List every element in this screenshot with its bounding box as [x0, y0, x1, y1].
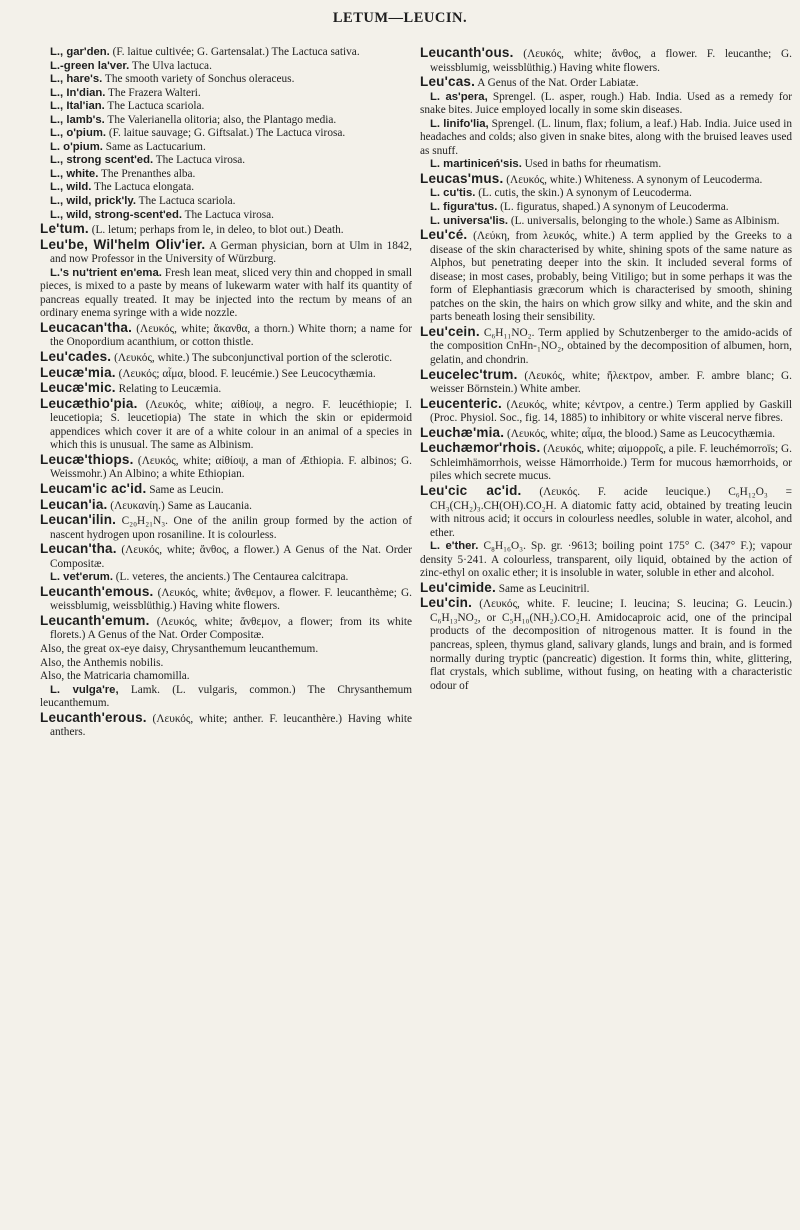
entry-definition: Relating to Leucæmia. — [115, 383, 222, 396]
dictionary-entry — [420, 397, 792, 426]
entry-definition: Lamk. (L. vulgaris, common.) The Chrysanthemum leucanthemum. — [40, 683, 412, 710]
dictionary-entry — [420, 581, 792, 597]
entry-definition: (Λευκός, white; ἄνθος, a flower.) A Genus of the Nat. Order Compositæ. — [50, 544, 412, 570]
entry-headword: L., strong scent'ed. — [50, 154, 154, 167]
entry-headword: Leucanth'erous. — [40, 709, 147, 725]
entry-definition: (F. laitue cultivée; G. Gartensalat.) The Lactuca sativa. — [109, 46, 360, 58]
entry-headword: L., lamb's. — [50, 113, 105, 126]
entry-definition: (Λευκός, white; αἷμα, the blood.) Same as Leucocythæmia. — [504, 427, 776, 440]
dictionary-entry — [40, 181, 412, 195]
entry-headword: Leucæthio'pia. — [40, 395, 138, 411]
dictionary-entry — [40, 60, 412, 74]
entry-definition: (Λευκός; αἷμα, blood. F. leucémie.) See Leucocythæmia. — [115, 367, 376, 380]
dictionary-entry — [420, 91, 792, 118]
entry-definition: (Λευκός, white; κέντρον, a centre.) Term applied by Gaskill (Proc. Physiol. Soc., fig. 14, 1885) to inhibitory or white visceral nerve fibres. — [430, 398, 792, 425]
entry-headword: L., Ital'ian. — [50, 100, 105, 113]
entry-definition: (Λευκός, white; ἄκανθα, a thorn.) White thorn; a name for the Onopordium acanthium, or cotton thistle. — [50, 322, 412, 349]
dictionary-entry — [40, 366, 412, 382]
dictionary-entry — [40, 321, 412, 350]
entry-definition: Sprengel. (L. asper, rough.) Hab. India. Used as a remedy for snake bites. Juice employed locally in some skin diseases. — [420, 90, 792, 117]
dictionary-entry — [420, 172, 792, 188]
right-column — [420, 46, 792, 693]
dictionary-entry — [420, 441, 792, 484]
dictionary-entry — [40, 238, 412, 267]
entry-definition: (L. figuratus, shaped.) A synonym of Leucoderma. — [497, 201, 729, 214]
dictionary-entry — [40, 684, 412, 711]
entry-definition: (L. cutis, the skin.) A synonym of Leucoderma. — [475, 187, 692, 200]
entry-definition: Sprengel. (L. linum, flax; folium, a leaf.) Hab. India. Juice used in headaches and colds; also given in snake bites, along with the bruised leaves used as snuff. — [420, 117, 793, 157]
entry-headword: Leucan'tha. — [40, 541, 117, 557]
entry-headword: Leucam'ic ac'id. — [40, 480, 147, 496]
dictionary-entry — [40, 670, 412, 684]
dictionary-entry — [40, 154, 412, 168]
dictionary-entry — [40, 114, 412, 128]
dictionary-entry — [420, 596, 792, 693]
entry-definition: The Lactuca scariola. — [135, 195, 236, 208]
dictionary-entry — [420, 540, 792, 581]
dictionary-entry — [40, 614, 412, 643]
entry-definition: The Valerianella olitoria; also, the Plantago media. — [104, 113, 337, 126]
entry-headword: Leucas'mus. — [420, 170, 504, 186]
entry-definition: Also, the Matricaria chamomilla. — [40, 670, 190, 683]
entry-definition: Same as Leucin. — [146, 483, 224, 496]
dictionary-entry — [40, 73, 412, 87]
entry-headword: L.'s nu'trient en'ema. — [50, 266, 162, 279]
entry-definition: A Genus of the Nat. Order Labiatæ. — [475, 77, 639, 90]
dictionary-entry — [420, 368, 792, 397]
dictionary-entry — [40, 542, 412, 571]
left-column — [40, 46, 412, 740]
entry-definition: (Λευκός, white.) Whiteness. A synonym of Leucoderma. — [503, 173, 763, 186]
entry-headword: Leucelec'trum. — [420, 366, 518, 382]
entry-definition: Same as Lactucarium. — [102, 140, 206, 153]
entry-definition: (Λευκός, white; ἄνθεμον, a flower. F. leucanthème; G. weissblumig, weissblüthig.) Having white flowers. — [50, 586, 412, 613]
dictionary-entry — [40, 209, 412, 223]
entry-headword: L. figura'tus. — [430, 201, 498, 214]
dictionary-entry — [420, 201, 792, 215]
dictionary-entry — [40, 168, 412, 182]
dictionary-entry — [40, 571, 412, 585]
entry-headword: L. as'pera, — [430, 90, 488, 103]
entry-definition: Same as Leucinitril. — [495, 582, 590, 595]
dictionary-entry — [40, 267, 412, 321]
entry-definition: Also, the Anthemis nobilis. — [40, 656, 164, 669]
entry-headword: Leu'cades. — [40, 349, 112, 365]
entry-definition: (Λευκός, white; αἰθίοψ, a negro. F. leucéthiopie; I. leucetiopia; S. leucetiopia) The state in which the skin or epidermoid appendices which cover it are of a white colour in an animal of a species in which this is unusual. The same as Albinism. — [50, 398, 412, 452]
dictionary-entry — [40, 643, 412, 657]
dictionary-entry — [40, 127, 412, 141]
entry-headword: L. vulga're, — [50, 683, 119, 696]
entry-headword: L., wild, strong-scent'ed. — [50, 208, 182, 221]
entry-definition: (Λευκός, white; αἱμορροΐς, a pile. F. leuchémorroïs; G. Schleimhämorrhois, weisse Hämorrhoide.) Term for mucous hæmorrhoids, or piles which secrete mucus. — [430, 443, 792, 483]
entry-headword: Leucan'ia. — [40, 496, 108, 512]
entry-definition: Used in baths for rheumatism. — [521, 158, 662, 171]
entry-definition: (Λευκός, white; ἤλεκτρον, amber. F. ambre blanc; G. weisser Börnstein.) White amber. — [430, 369, 792, 396]
entry-definition: The Lactuca virosa. — [153, 154, 246, 167]
dictionary-entry — [40, 482, 412, 498]
dictionary-entry — [420, 75, 792, 91]
dictionary-entry — [40, 657, 412, 671]
entry-headword: Leucanth'emum. — [40, 612, 150, 628]
entry-headword: L. linifo'lia, — [430, 117, 489, 130]
dictionary-entry — [40, 222, 412, 238]
entry-definition: Also, the great ox-eye daisy, Chrysanthemum leucanthemum. — [40, 642, 319, 655]
entry-headword: L., white. — [50, 167, 99, 180]
entry-definition: A German physician, born at Ulm in 1842, and now Professor in the University of Würzburg. — [50, 239, 412, 266]
entry-headword: Leucæ'mic. — [40, 380, 116, 396]
entry-definition: The Lactuca scariola. — [104, 100, 205, 113]
entry-definition: (L. veteres, the ancients.) The Centaurea calcitrapa. — [112, 571, 349, 584]
entry-headword: L., gar'den. — [50, 46, 110, 58]
entry-headword: Leu'cas. — [420, 74, 476, 90]
dictionary-entry — [40, 195, 412, 209]
entry-definition: (Λευκός, white.) The subconjunctival portion of the sclerotic. — [111, 352, 393, 365]
entry-definition: The Lactuca virosa. — [181, 208, 274, 221]
entry-headword: L., wild, prick'ly. — [50, 195, 136, 208]
entry-headword: Leu'be, Wil'helm Oliv'ier. — [40, 236, 206, 252]
entry-headword: Leucæ'mia. — [40, 364, 116, 380]
dictionary-entry — [420, 118, 792, 159]
dictionary-entry — [420, 228, 792, 325]
dictionary-entry — [40, 585, 412, 614]
entry-definition: (L. letum; perhaps from le, in deleo, to blot out.) Death. — [88, 224, 344, 237]
entry-definition: The Lactuca elongata. — [91, 181, 195, 194]
entry-definition: (Λευκός. F. acide leucique.) C₆H₁₂O₃ = CH₃(CH₂)₃.CH(OH).CO₂H. A diatomic fatty acid, obtained by treating leucin with nitrous acid; it occurs in colourless needles, soluble in water, alcohol, and ether. — [430, 485, 792, 539]
dictionary-entry — [420, 187, 792, 201]
entry-headword: Leucenteric. — [420, 395, 502, 411]
entry-headword: Leu'cimide. — [420, 579, 496, 595]
entry-headword: Leucæ'thiops. — [40, 451, 134, 467]
entry-definition: C₂₀H₂₁N₃. One of the anilin group formed by the action of nascent hydrogen upon rosaniline. It is colourless. — [50, 515, 412, 541]
dictionary-entry — [420, 325, 792, 368]
dictionary-entry — [420, 46, 792, 75]
entry-definition: The Ulva lactuca. — [129, 59, 212, 72]
entry-headword: Leu'cin. — [420, 595, 473, 611]
dictionary-entry — [40, 350, 412, 366]
dictionary-entry — [40, 141, 412, 155]
entry-definition: The smooth variety of Sonchus oleraceus. — [102, 73, 295, 86]
entry-definition: (Λευκός, white; ἄνθεμον, a flower; from its white florets.) A Genus of the Nat. Order Compositæ. — [50, 615, 412, 642]
entry-headword: L. martiniceń'sis. — [430, 158, 522, 171]
entry-headword: L., wild. — [50, 181, 92, 194]
entry-headword: L., hare's. — [50, 73, 103, 86]
entry-headword: Leucanth'emous. — [40, 583, 154, 599]
entry-headword: L. vet'erum. — [50, 571, 113, 584]
dictionary-entry — [40, 453, 412, 482]
entry-headword: L., o'pium. — [50, 127, 107, 140]
dictionary-entry — [40, 498, 412, 514]
dictionary-entry — [40, 46, 412, 60]
entry-definition: (Λευκός, white; ἄνθος, a flower. F. leucanthe; G. weissblumig, weissblüthig.) Having white flowers. — [430, 48, 792, 74]
entry-headword: Le'tum. — [40, 221, 89, 237]
entry-definition: Fresh lean meat, sliced very thin and chopped in small pieces, is mixed to a paste by means of lukewarm water with half its quantity of pancreas equally treated. It may be injected into the rectum by means of an ordinary enema syringe with a wide nozzle. — [40, 266, 413, 320]
entry-headword: L.-green la'ver. — [50, 59, 130, 72]
entry-headword: Leu'cein. — [420, 323, 480, 339]
dictionary-entry — [40, 381, 412, 397]
entry-headword: L. cu'tis. — [430, 187, 476, 200]
entry-definition: (Λευκός, white; αἰθίοψ, a man of Æthiopia. F. albinos; G. Weissmohr.) An Albino; a white Ethiopian. — [50, 454, 412, 481]
entry-headword: Leuchæ'mia. — [420, 424, 505, 440]
running-head: LETUM—LEUCIN. — [332, 10, 468, 26]
entry-headword: Leucan'ilin. — [40, 512, 117, 528]
entry-definition: (Λεύκη, from λευκός, white.) A term applied by the Greeks to a disease of the skin characterised by white, shining spots of the same nature as Alphos, but penetrating deeper into the skin. It included several forms of disease; in most cases, probably, being Vitiligo; but in some perhaps it was the form of Elephantiasis græcorum which is characterised by smooth, shining patches on the skin, the hairs on which grow silky and white, and the skin and parts beneath losing their sensibility. — [430, 230, 792, 324]
entry-headword: Leucacan'tha. — [40, 319, 133, 335]
dictionary-entry — [40, 100, 412, 114]
entry-headword: Leu'cic ac'id. — [420, 482, 522, 498]
entry-headword: L. universa'lis. — [430, 214, 509, 227]
entry-headword: L. e'ther. — [430, 540, 479, 553]
entry-definition: C₈H₁₆O₃. Sp. gr. ·9613; boiling point 175° C. (347° F.); vapour density 5·241. A colourless, transparent, oily liquid, obtained by the action of zinc-ethyl on oxalic ether; it is insoluble in water, soluble in ether and alcohol. — [420, 540, 792, 580]
dictionary-entry — [40, 397, 412, 453]
entry-headword: L., In'dian. — [50, 86, 106, 99]
dictionary-entry — [40, 87, 412, 101]
entry-definition: (L. universalis, belonging to the whole.) Same as Albinism. — [508, 214, 780, 227]
entry-headword: L. o'pium. — [50, 140, 103, 153]
entry-definition: (F. laitue sauvage; G. Giftsalat.) The Lactuca virosa. — [106, 127, 346, 140]
entry-definition: C₆H₁₁NO₂. Term applied by Schutzenberger to the amido-acids of the composition CnHn-₁NO₂, obtained by the decomposition of albumen, horn, gelatin, and chondrin. — [430, 326, 792, 367]
dictionary-entry — [420, 426, 792, 442]
entry-headword: Leu'cé. — [420, 227, 468, 243]
entry-definition: (Λευκός, white. F. leucine; I. leucina; S. leucina; G. Leucin.) C₆H₁₃NO₂, or C₅H₁₀(NH₂).CO₂H. Amidocaproic acid, one of the principal products of the decomposition of nitrogenous matter. It is found in the pancreas, spleen, thymus gland, salivary glands, lungs and brain, and is formed normally during tryptic (pancreatic) digestion. It forms thin, white, glittering, flat crystals, which sublime, without fusing, on heating with a characteristic odour of — [430, 598, 792, 692]
dictionary-entry — [420, 484, 792, 540]
entry-definition: The Frazera Walteri. — [105, 86, 201, 99]
dictionary-entry — [40, 711, 412, 740]
entry-headword: Leuchæmor'rhois. — [420, 440, 541, 456]
dictionary-entry — [420, 158, 792, 172]
dictionary-entry — [40, 513, 412, 542]
entry-definition: (Λευκανίη.) Same as Laucania. — [107, 499, 252, 512]
entry-headword: Leucanth'ous. — [420, 45, 514, 60]
dictionary-entry — [420, 215, 792, 229]
entry-definition: (Λευκός, white; anther. F. leucanthère.) Having white anthers. — [50, 712, 412, 739]
entry-definition: The Prenanthes alba. — [98, 167, 196, 180]
